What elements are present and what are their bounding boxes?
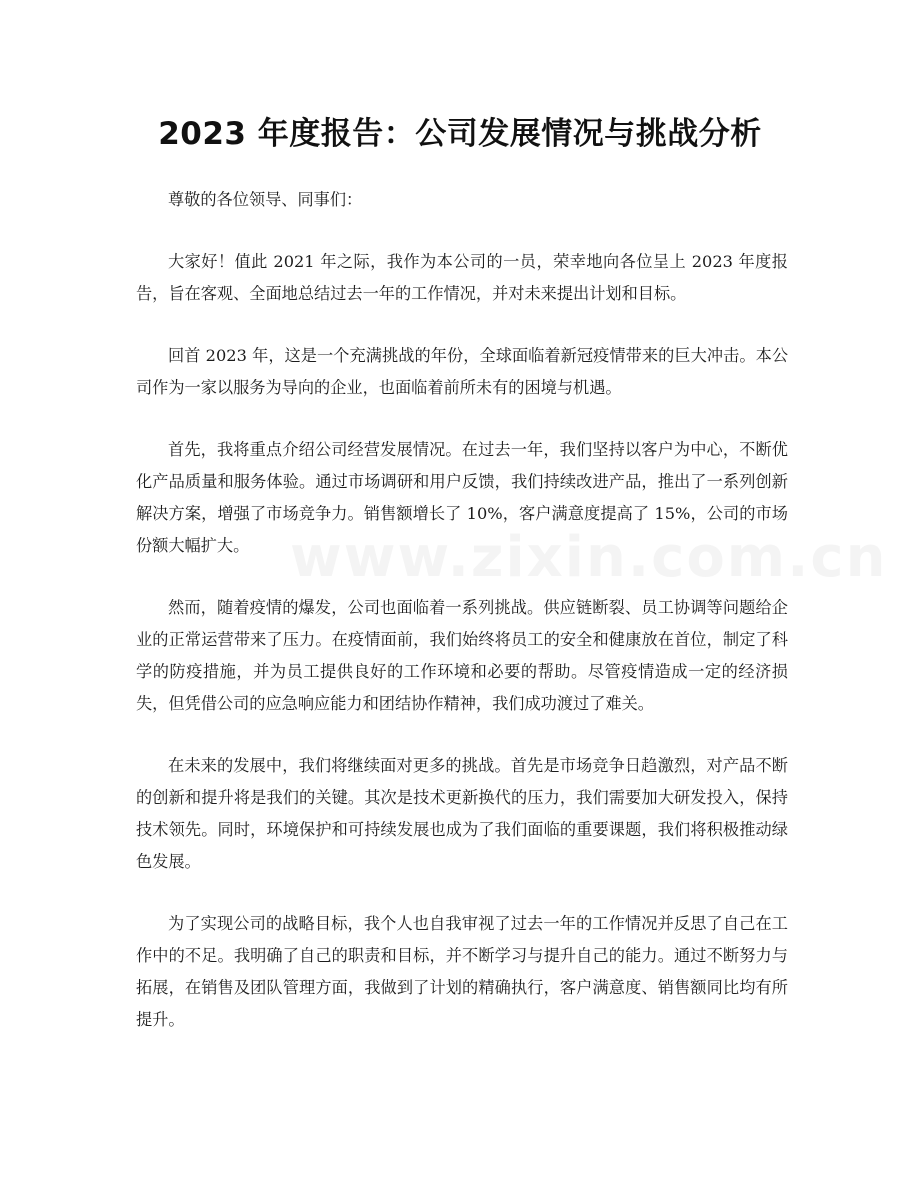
paragraph-self-review: 为了实现公司的战略目标，我个人也自我审视了过去一年的工作情况并反思了自己在工作中的不足。我明确了自己的职责和目标，并不断学习与提升自己的能力。通过不断努力与拓展，在销售及团队管理方面，我做到了计划的精确执行，客户满意度、销售额同比均有所提升。 xyxy=(136,914,788,1029)
paragraph-greeting: 大家好！值此 2021 年之际，我作为本公司的一员，荣幸地向各位呈上 2023 年度报告，旨在客观、全面地总结过去一年的工作情况，并对未来提出计划和目标。 xyxy=(136,252,788,303)
document-title: 2023 年度报告：公司发展情况与挑战分析 xyxy=(158,116,762,152)
paragraph-future: 在未来的发展中，我们将继续面对更多的挑战。首先是市场竞争日趋激烈，对产品不断的创新和提升将是我们的关键。其次是技术更新换代的压力，我们需要加大研发投入，保持技术领先。同时，环境保护和可持续发展也成为了我们面临的重要课题，我们将积极推动绿色发展。 xyxy=(136,756,788,871)
paragraph-business: 首先，我将重点介绍公司经营发展情况。在过去一年，我们坚持以客户为中心，不断优化产品质量和服务体验。通过市场调研和用户反馈，我们持续改进产品，推出了一系列创新解决方案，增强了市场竞争力。销售额增长了 10%，客户满意度提高了 15%，公司的市场份额大幅扩大。 xyxy=(136,440,788,555)
paragraph-review: 回首 2023 年，这是一个充满挑战的年份，全球面临着新冠疫情带来的巨大冲击。本公司作为一家以服务为导向的企业，也面临着前所未有的困境与机遇。 xyxy=(136,346,788,397)
watermark: www.zixin.com.cn xyxy=(290,525,888,590)
paragraph-challenges: 然而，随着疫情的爆发，公司也面临着一系列挑战。供应链断裂、员工协调等问题给企业的正常运营带来了压力。在疫情面前，我们始终将员工的安全和健康放在首位，制定了科学的防疫措施，并为员工提供良好的工作环境和必要的帮助。尽管疫情造成一定的经济损失，但凭借公司的应急响应能力和团结协作精神，我们成功渡过了难关。 xyxy=(136,598,788,713)
paragraph-salutation: 尊敬的各位领导、同事们： xyxy=(168,190,363,209)
document-body xyxy=(136,184,788,1066)
